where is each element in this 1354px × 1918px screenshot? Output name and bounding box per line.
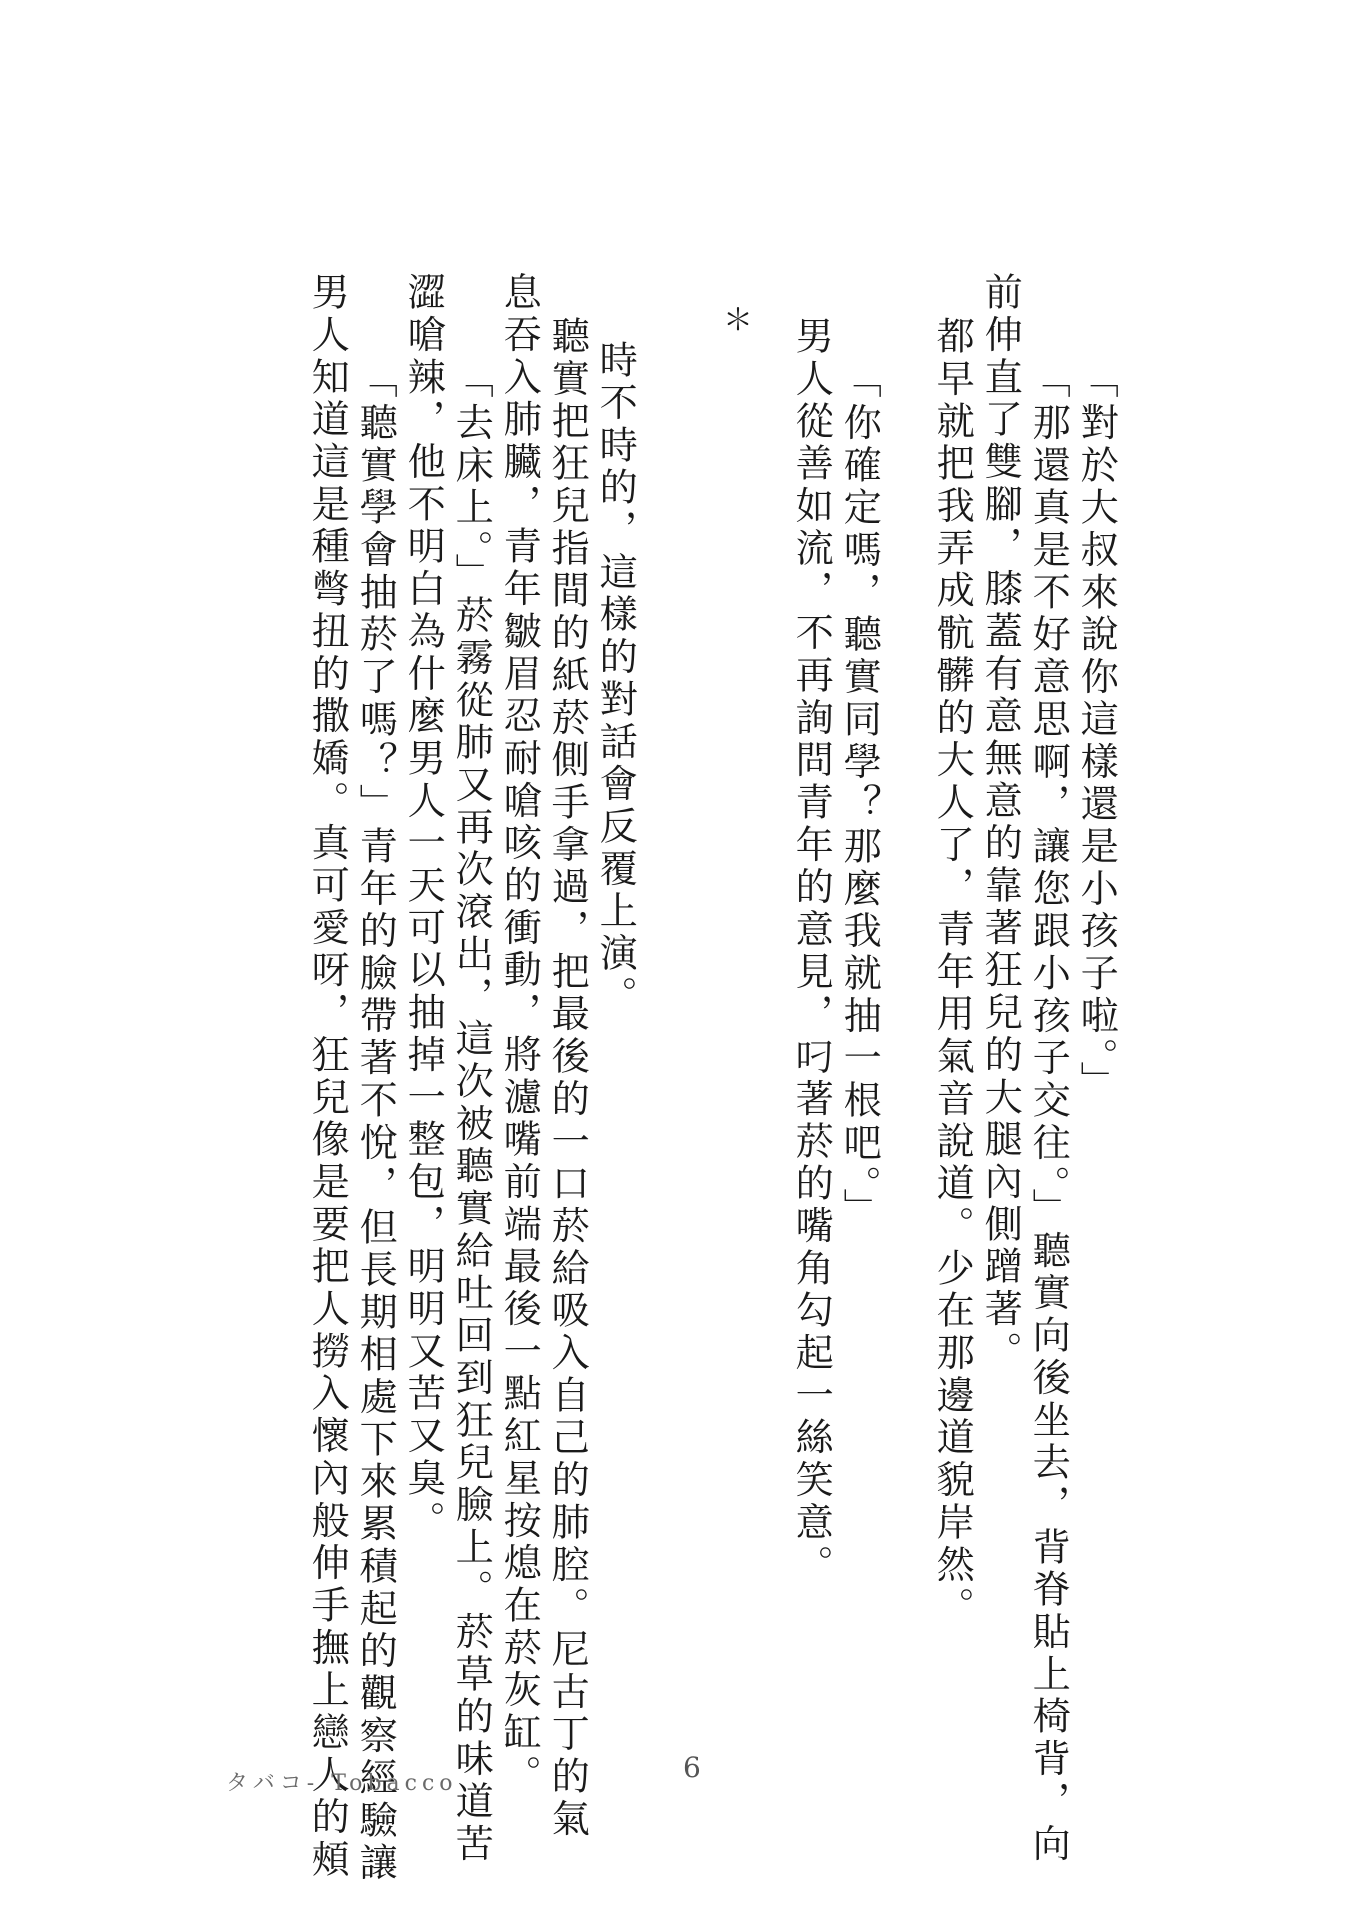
text-line-9: 息吞入肺臟，青年皺眉忍耐嗆咳的衝動，將濾嘴前端最後一點紅星按熄在菸灰缸。 xyxy=(496,272,541,1797)
page-number: 6 xyxy=(683,1751,701,1784)
footer-book-title: タバコ- Tobacco xyxy=(226,1771,458,1796)
text-line-3: 前伸直了雙腳，膝蓋有意無意的靠著狂兒的大腿內側蹭著。 xyxy=(977,272,1022,1374)
text-line-2: 「那還真是不好意思啊，讓您跟小孩子交往。」聽實向後坐去，背脊貼上椅背，向 xyxy=(1025,360,1070,1866)
text-line-12: 「聽實學會抽菸了嗎？」青年的臉帶著不悅，但長期相處下來累積起的觀察經驗讓 xyxy=(352,360,397,1885)
text-line-5: 「你確定嗎，聽實同學？那麼我就抽一根吧。」 xyxy=(836,360,881,1231)
text-line-10: 「去床上。」菸霧從肺又再次滾出，這次被聽實給吐回到狂兒臉上。菸草的味道苦 xyxy=(448,360,493,1866)
text-line-1: 「對於大叔來說你這樣還是小孩子啦。」 xyxy=(1073,360,1118,1104)
text-line-4: 都早就把我弄成骯髒的大人了，青年用氣音說道。少在那邊道貌岸然。 xyxy=(929,316,974,1629)
text-line-13: 男人知道這是種彆扭的撒嬌。真可愛呀，狂兒像是要把人撈入懷內般伸手撫上戀人的頰 xyxy=(304,272,349,1882)
scene-break-asterisk: ＊ xyxy=(723,303,753,338)
text-line-8: 聽實把狂兒指間的紙菸側手拿過，把最後的一口菸給吸入自己的肺腔。尼古丁的氣 xyxy=(544,316,589,1841)
text-line-7: 時不時的，這樣的對話會反覆上演。 xyxy=(592,340,637,1018)
text-line-11: 澀嗆辣，他不明白為什麼男人一天可以抽掉一整包，明明又苦又臭。 xyxy=(400,272,445,1543)
text-line-6: 男人從善如流，不再詢問青年的意見，叼著菸的嘴角勾起一絲笑意。 xyxy=(788,316,833,1587)
